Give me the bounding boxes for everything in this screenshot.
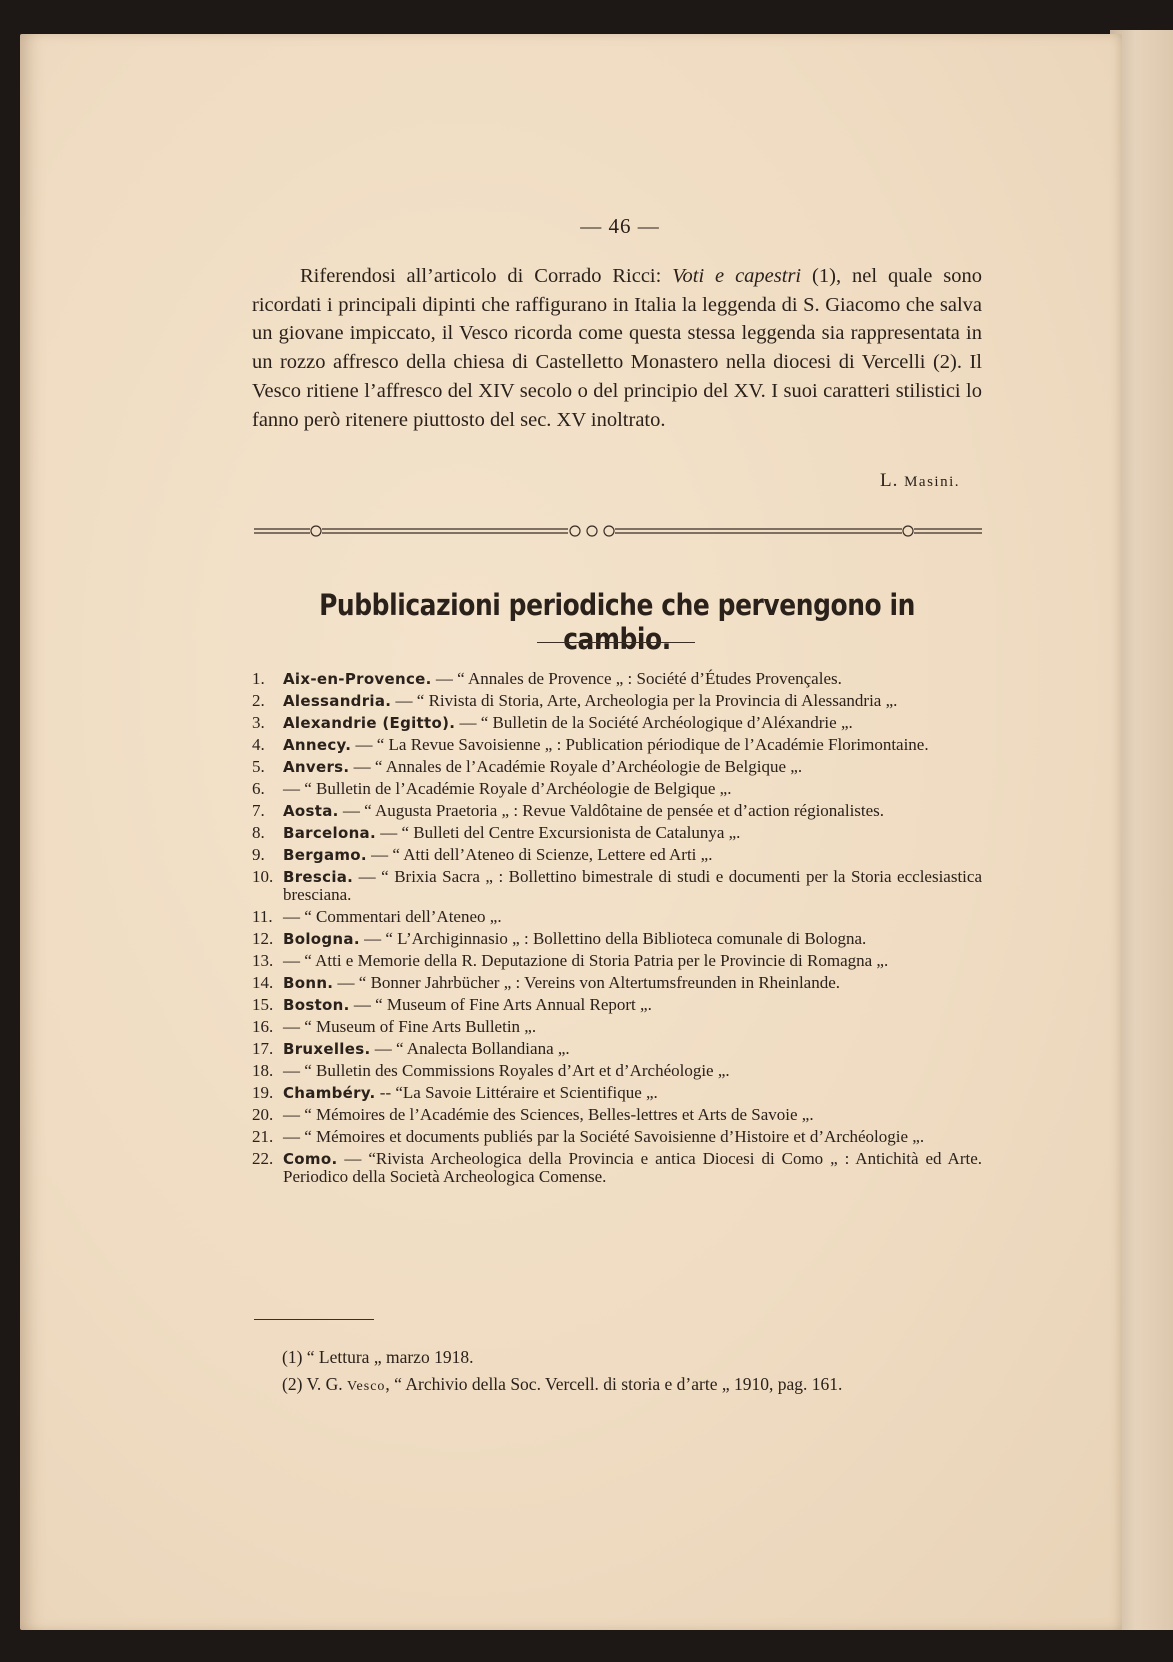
- item-number: 2.: [252, 691, 265, 710]
- item-description: — “ Commentari dell’Ateneo „.: [283, 907, 502, 926]
- item-city: Boston.: [283, 996, 350, 1014]
- ornamental-divider: [254, 522, 982, 540]
- item-city: Como.: [283, 1150, 338, 1168]
- item-description: — “ Brixia Sacra „ : Bollettino bimestrale di studi e documenti per la Storia ecclesiastica bresciana.: [283, 867, 982, 904]
- item-description: — “ Mémoires et documents publiés par la Société Savoisienne d’Histoire et d’Archéologie „.: [283, 1127, 925, 1146]
- paragraph-body: (1), nel quale sono ricordati i principali dipinti che raffigurano in Italia la leggenda di S. Giacomo che salva un giovane impiccato, il Vesco ricorda come questa stessa leggenda sia rappresentata in un rozzo affresco della chiesa di Castelletto Monastero nella diocesi di Vercelli (2). Il Vesco ritiene l’affresco del XIV secolo o del principio del XV. I suoi caratteri stilistici lo fanno però ritenere piuttosto del sec. XV inoltrato.: [252, 265, 982, 431]
- item-city: Alessandria.: [283, 692, 392, 710]
- item-description: — “ Bulleti del Centre Excursionista de Catalunya „.: [375, 823, 741, 842]
- item-city: Brescia.: [283, 868, 354, 886]
- list-item: [252, 1040, 982, 1058]
- list-item: [252, 868, 982, 904]
- list-item: [252, 974, 982, 992]
- list-item: [252, 780, 982, 798]
- item-city: Bruxelles.: [283, 1040, 371, 1058]
- list-item: [252, 1106, 982, 1124]
- footnote-2: [282, 1371, 982, 1400]
- item-city: Aix-en-Provence.: [283, 670, 432, 688]
- item-number: 22.: [252, 1149, 274, 1168]
- item-description: — “ Atti dell’Ateneo di Scienze, Lettere ed Arti „.: [366, 845, 713, 864]
- item-description: — “ Atti e Memorie della R. Deputazione di Storia Patria per le Provincie di Romagna „.: [283, 951, 889, 970]
- item-number: 5.: [252, 757, 265, 776]
- item-description: — “ Annales de Provence „ : Société d’Études Provençales.: [431, 669, 842, 688]
- item-number: 13.: [252, 951, 274, 970]
- item-city: Bonn.: [283, 974, 334, 992]
- item-city: Alexandrie (Egitto).: [283, 714, 456, 732]
- list-item: [252, 952, 982, 970]
- paragraph-text: [252, 262, 982, 434]
- section-title: Pubblicazioni periodiche che pervengono in cambio.: [319, 588, 915, 656]
- item-number: 12.: [252, 929, 274, 948]
- item-number: 7.: [252, 801, 265, 820]
- list-item: [252, 692, 982, 710]
- footnote-1: (1) “ Lettura „ marzo 1918.: [282, 1347, 474, 1367]
- list-item: [252, 930, 982, 948]
- item-description: — “ Annales de l’Académie Royale d’Archéologie de Belgique „.: [349, 757, 803, 776]
- item-description: — “ La Revue Savoisienne „ : Publication périodique de l’Académie Florimontaine.: [351, 735, 929, 754]
- cited-title: Voti e capestri: [672, 265, 802, 287]
- item-number: 16.: [252, 1017, 274, 1036]
- item-description: — “ Rivista di Storia, Arte, Archeologia per la Provincia di Alessandria „.: [391, 691, 898, 710]
- list-item: [252, 802, 982, 820]
- item-description: -- “La Savoie Littéraire et Scientifique „.: [375, 1083, 658, 1102]
- item-city: Anvers.: [283, 758, 350, 776]
- item-city: Barcelona.: [283, 824, 376, 842]
- item-description: — “ Bulletin de la Société Archéologique d’Aléxandrie „.: [455, 713, 853, 732]
- list-item: [252, 736, 982, 754]
- item-description: — “Rivista Archeologica della Provincia e antica Diocesi di Como „ : Antichità ed Arte. Periodico della Società Archeologica Comense.: [283, 1149, 982, 1186]
- item-number: 3.: [252, 713, 265, 732]
- list-item: [252, 846, 982, 864]
- item-city: Bergamo.: [283, 846, 367, 864]
- item-description: — “ Museum of Fine Arts Bulletin „.: [283, 1017, 537, 1036]
- title-underline: [537, 642, 695, 643]
- item-number: 18.: [252, 1061, 274, 1080]
- item-number: 20.: [252, 1105, 274, 1124]
- item-number: 10.: [252, 867, 274, 886]
- list-item: [252, 824, 982, 842]
- item-city: Chambéry.: [283, 1084, 376, 1102]
- paragraph-intro: Riferendosi all’articolo di Corrado Ricci:: [300, 265, 673, 287]
- list-item: [252, 908, 982, 926]
- item-city: Annecy.: [283, 736, 352, 754]
- footnote-2-prefix: (2) V. G.: [282, 1374, 347, 1394]
- author-initial: L.: [879, 470, 905, 491]
- item-number: 8.: [252, 823, 265, 842]
- publication-list: [252, 670, 982, 1190]
- item-description: — “ Augusta Praetoria „ : Revue Valdôtaine de pensée et d’action régionalistes.: [338, 801, 885, 820]
- item-number: 11.: [252, 907, 273, 926]
- author-surname: Masini.: [904, 474, 960, 490]
- item-description: — “ Bulletin des Commissions Royales d’Art et d’Archéologie „.: [283, 1061, 730, 1080]
- item-description: — “ L’Archiginnasio „ : Bollettino della Biblioteca comunale di Bologna.: [359, 929, 867, 948]
- item-number: 14.: [252, 973, 274, 992]
- footnote-2-author: Vesco: [346, 1379, 386, 1394]
- list-item: [252, 996, 982, 1014]
- footnote-2-citation: , “ Archivio della Soc. Vercell. di storia e d’arte „ 1910, pag. 161.: [385, 1374, 843, 1394]
- item-description: — “ Bulletin de l’Académie Royale d’Archéologie de Belgique „.: [283, 779, 732, 798]
- footnote-separator: [254, 1319, 374, 1320]
- item-number: 21.: [252, 1127, 274, 1146]
- list-item: [252, 1018, 982, 1036]
- item-number: 15.: [252, 995, 274, 1014]
- item-city: Aosta.: [283, 802, 339, 820]
- item-number: 17.: [252, 1039, 274, 1058]
- list-item: [252, 1084, 982, 1102]
- item-number: 19.: [252, 1083, 274, 1102]
- item-city: Bologna.: [283, 930, 360, 948]
- list-item: [252, 1150, 982, 1186]
- item-description: — “ Museum of Fine Arts Annual Report „.: [349, 995, 652, 1014]
- list-item: [252, 714, 982, 732]
- list-item: [252, 758, 982, 776]
- footnotes: [282, 1344, 982, 1400]
- article-paragraph: [252, 262, 982, 434]
- item-number: 6.: [252, 779, 265, 798]
- item-description: — “ Bonner Jahrbücher „ : Vereins von Altertumsfreunden in Rheinlande.: [333, 973, 841, 992]
- item-number: 1.: [252, 669, 265, 688]
- list-item: [252, 1128, 982, 1146]
- list-item: [252, 1062, 982, 1080]
- list-item: [252, 670, 982, 688]
- item-number: 9.: [252, 845, 265, 864]
- page-number: — 46 —: [580, 214, 660, 238]
- item-number: 4.: [252, 735, 265, 754]
- item-description: — “ Analecta Bollandiana „.: [370, 1039, 570, 1058]
- item-description: — “ Mémoires de l’Académie des Sciences, Belles-lettres et Arts de Savoie „.: [283, 1105, 814, 1124]
- author-signature: [700, 470, 960, 492]
